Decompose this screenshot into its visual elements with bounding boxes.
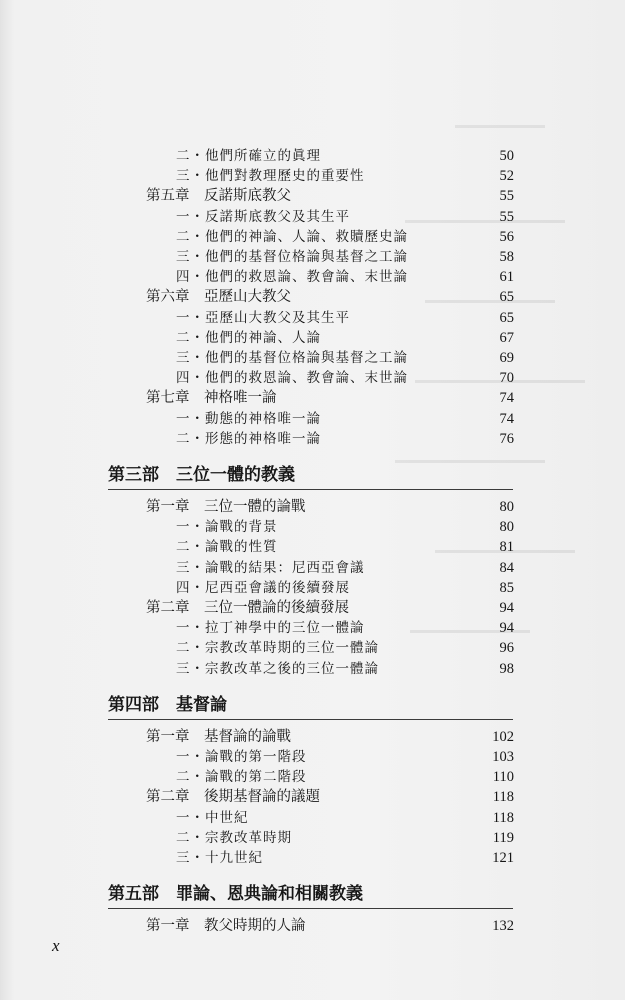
toc-page-number: 65 xyxy=(499,309,514,326)
toc-page-number: 80 xyxy=(499,499,514,515)
toc-page-number: 121 xyxy=(492,850,514,866)
toc-page-number: 65 xyxy=(499,289,514,306)
toc-section-title: 四・他們的救恩論、教會論、末世論 xyxy=(176,370,408,387)
toc-section-title: 一・論戰的第一階段 xyxy=(176,749,307,765)
toc-section-title: 二・論戰的第二階段 xyxy=(176,769,307,786)
toc-section-title: 三・論戰的結果：尼西亞會議 xyxy=(176,559,365,576)
toc-part-heading: 第五部 罪論、恩典論和相關教義 xyxy=(108,884,363,905)
toc-chapter-title: 第七章 神格唯一論 xyxy=(146,390,277,407)
toc-page-number: 67 xyxy=(499,329,514,346)
toc-section-title: 二・形態的神格唯一論 xyxy=(176,430,321,447)
toc-section-title: 一・亞歷山大教父及其生平 xyxy=(176,309,350,326)
toc-page-number: 50 xyxy=(499,148,514,164)
toc-section-title: 一・拉丁神學中的三位一體論 xyxy=(176,620,365,637)
toc-page-number: 85 xyxy=(499,579,514,596)
toc-chapter-title: 第六章 亞歷山大教父 xyxy=(146,289,291,306)
toc-page-number: 52 xyxy=(499,168,514,185)
toc-chapter-title: 第五章 反諾斯底教父 xyxy=(146,188,291,205)
toc-page-number: 94 xyxy=(499,620,514,637)
toc-section-title: 二・他們的神論、人論、救贖歷史論 xyxy=(176,228,408,245)
toc-page-number: 98 xyxy=(499,660,514,677)
toc-chapter-title: 第一章 教父時期的人論 xyxy=(146,918,306,935)
toc-page-number: 119 xyxy=(492,829,514,846)
toc-chapter-title: 第二章 三位一體論的後續發展 xyxy=(146,600,349,616)
toc-section-title: 二・論戰的性質 xyxy=(176,539,278,556)
toc-section-title: 三・十九世紀 xyxy=(176,850,263,866)
toc-page-number: 56 xyxy=(499,228,514,245)
toc-section-title: 三・他們對教理歷史的重要性 xyxy=(176,168,365,185)
toc-page-number: 102 xyxy=(492,728,514,745)
toc-page-number: 76 xyxy=(499,430,514,447)
toc-section-title: 一・論戰的背景 xyxy=(176,519,278,536)
toc-page-number: 69 xyxy=(499,350,514,366)
toc-section-title: 四・尼西亞會議的後續發展 xyxy=(176,579,350,596)
toc-page-number: 110 xyxy=(492,769,514,786)
toc-section-title: 二・他們所確立的眞理 xyxy=(176,148,321,164)
toc-page-number: 118 xyxy=(492,809,514,826)
toc-page-number: 84 xyxy=(499,559,514,576)
toc-page-number: 81 xyxy=(499,539,514,556)
toc-page-number: 103 xyxy=(492,749,514,765)
toc-page-number: 80 xyxy=(499,519,514,536)
toc-section-title: 一・反諾斯底教父及其生平 xyxy=(176,208,350,225)
toc-part-heading: 第三部 三位一體的教義 xyxy=(108,465,295,485)
toc-section-title: 四・他們的救恩論、教會論、末世論 xyxy=(176,269,408,286)
toc-page-number: 61 xyxy=(499,269,514,286)
part-rule xyxy=(108,719,513,720)
toc-page-number: 94 xyxy=(499,600,514,616)
toc-chapter-title: 第一章 基督論的論戰 xyxy=(146,728,291,745)
toc-section-title: 二・他們的神論、人論 xyxy=(176,329,321,346)
toc-page-number: 96 xyxy=(499,640,514,657)
toc-page-number: 74 xyxy=(499,390,514,407)
toc-section-title: 一・中世紀 xyxy=(176,809,249,826)
toc-page-number: 58 xyxy=(499,249,514,265)
toc-page-number: 132 xyxy=(492,918,514,935)
toc-section-title: 三・他們的基督位格論與基督之工論 xyxy=(176,350,408,366)
toc-section-title: 二・宗教改革時期的三位一體論 xyxy=(176,640,379,657)
toc-chapter-title: 第二章 後期基督論的議題 xyxy=(146,789,320,806)
toc-page-number: 118 xyxy=(492,789,514,806)
page-folio: x xyxy=(52,936,60,955)
toc-section-title: 三・宗教改革之後的三位一體論 xyxy=(176,660,379,677)
toc-part-heading: 第四部 基督論 xyxy=(108,694,227,715)
toc-chapter-title: 第一章 三位一體的論戰 xyxy=(146,499,306,515)
toc-section-title: 三・他們的基督位格論與基督之工論 xyxy=(176,249,408,265)
toc-section-title: 二・宗教改革時期 xyxy=(176,829,292,846)
part-rule xyxy=(108,908,513,909)
toc-page-number: 55 xyxy=(499,208,514,225)
toc-page-number: 70 xyxy=(499,370,514,387)
toc-page-number: 74 xyxy=(499,410,514,427)
toc-section-title: 一・動態的神格唯一論 xyxy=(176,410,321,427)
toc-page-number: 55 xyxy=(499,188,514,205)
part-rule xyxy=(108,489,513,490)
